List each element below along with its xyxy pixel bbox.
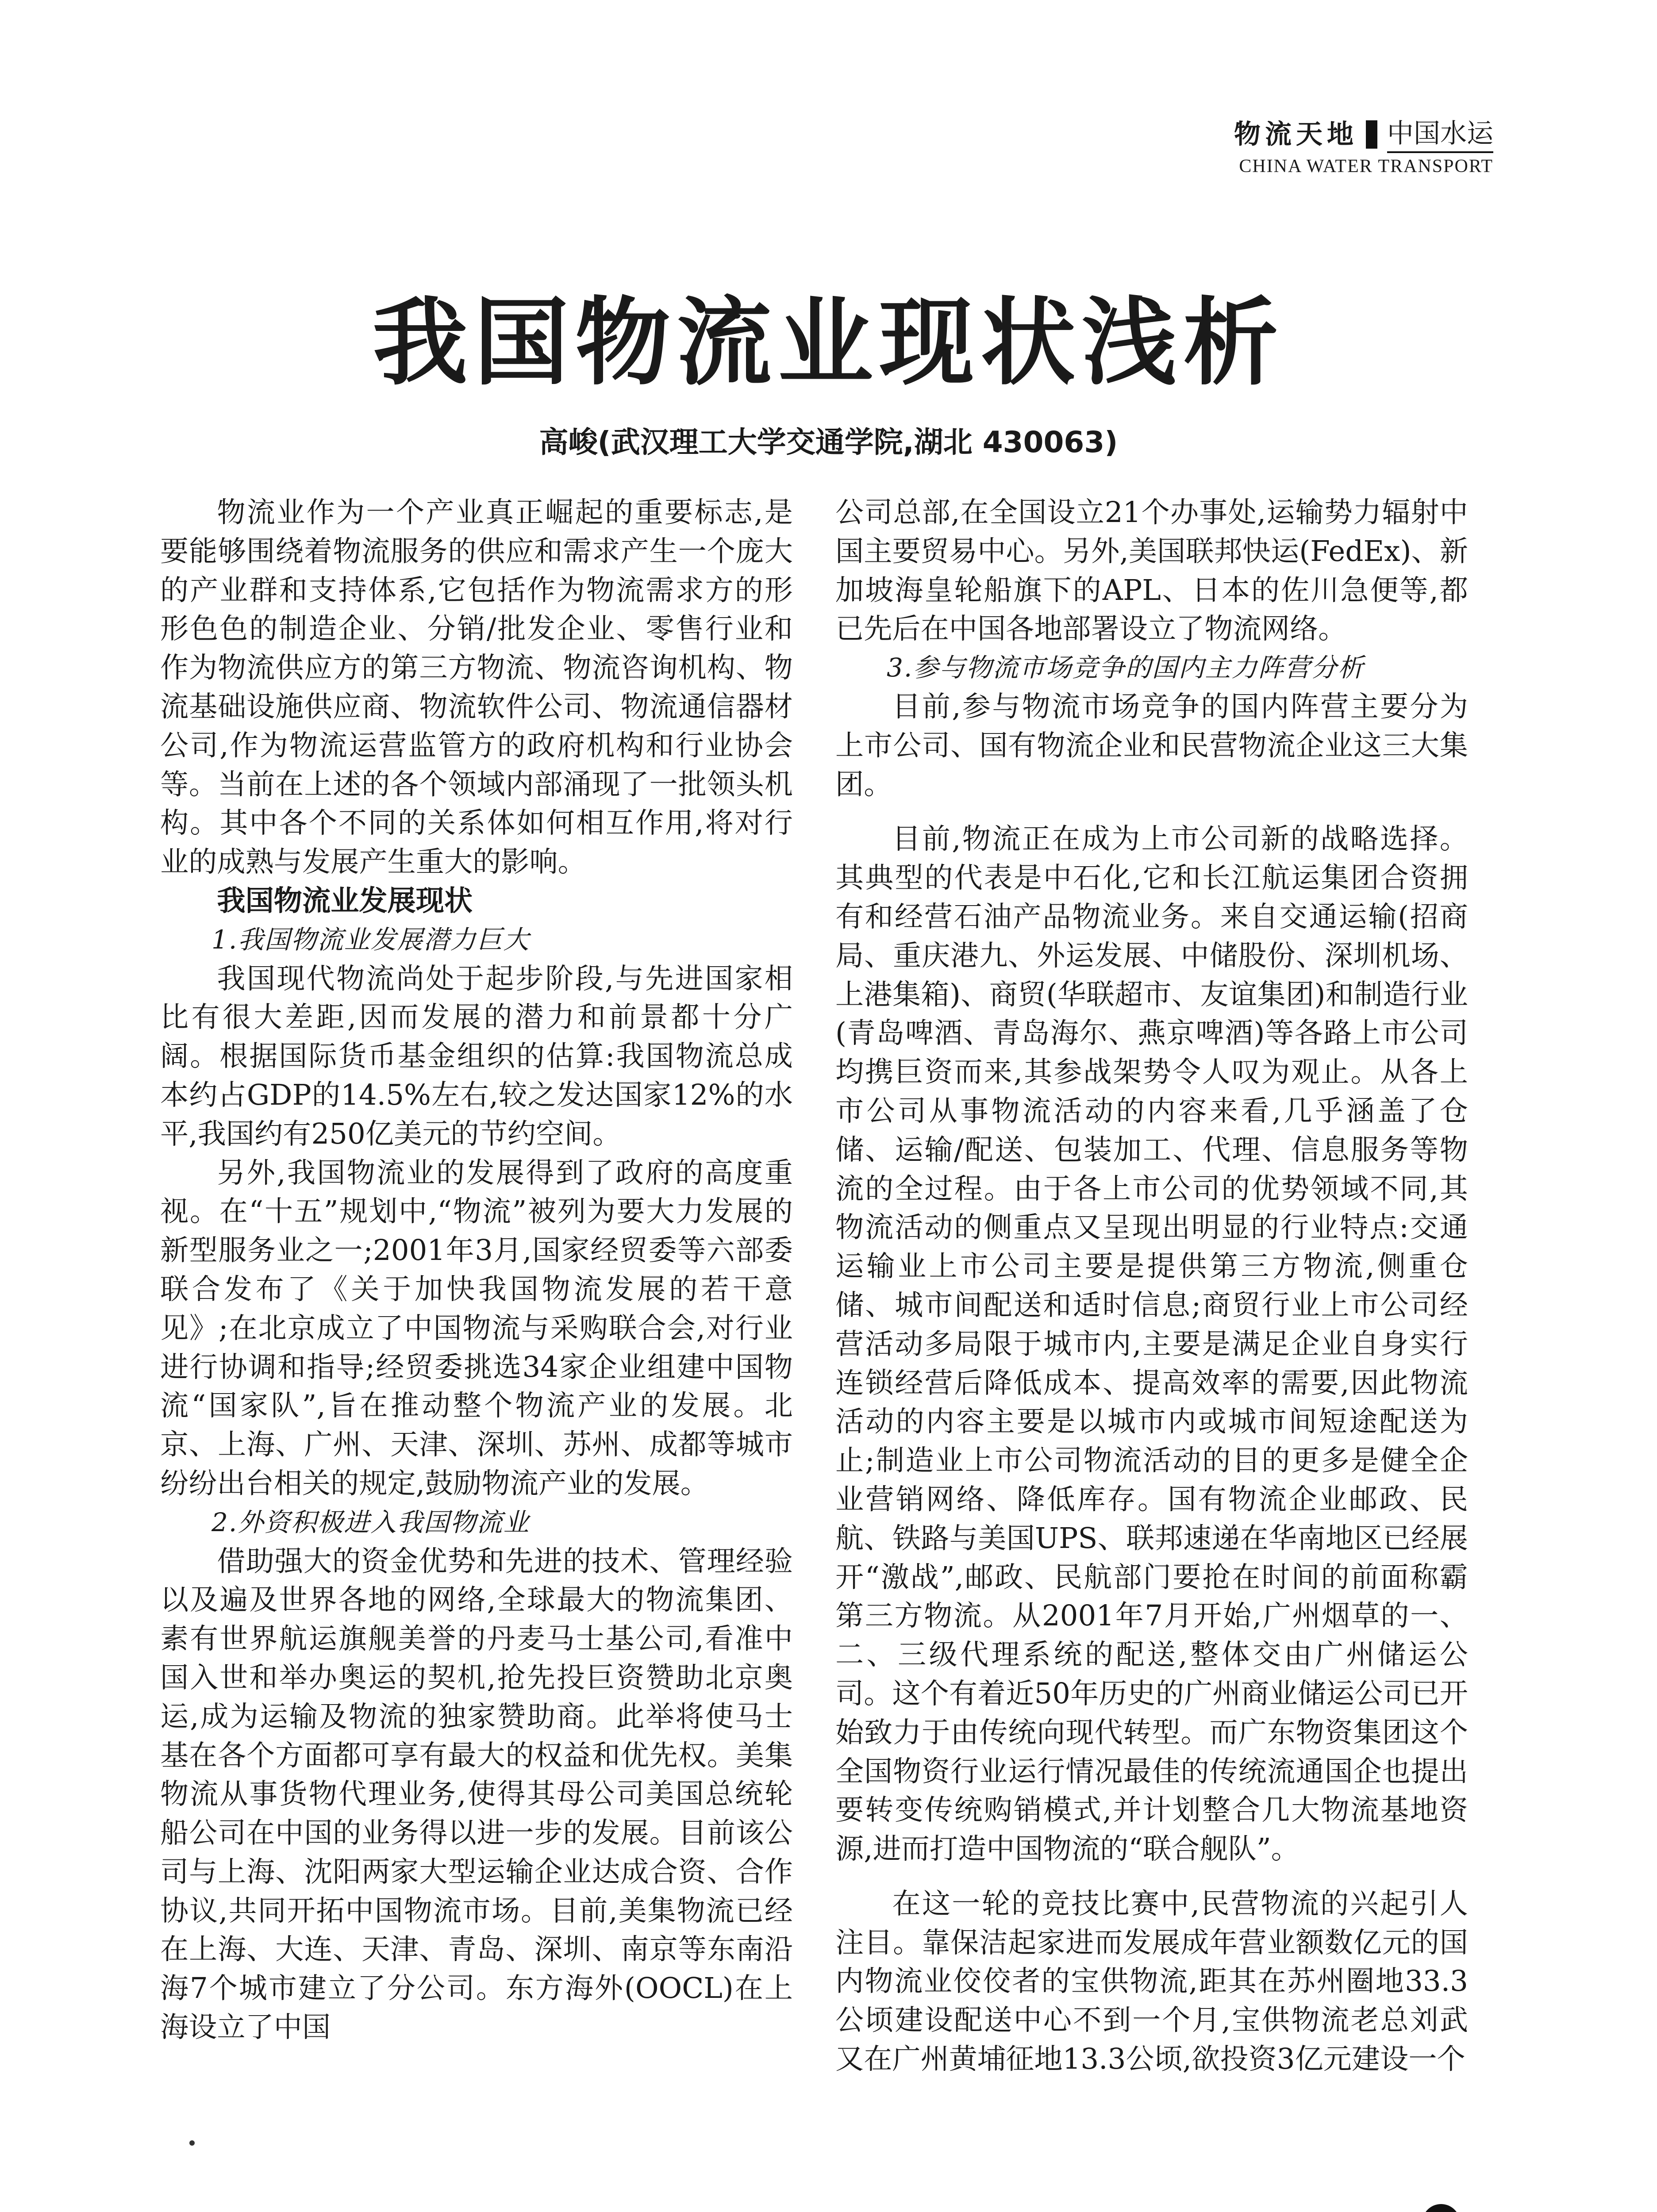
left-column [160, 493, 793, 2047]
page-footer [1335, 2204, 1460, 2212]
subsection-heading: 3.参与物流市场竞争的国内主力阵营分析 [887, 653, 1365, 683]
header-line [1234, 116, 1493, 153]
journal-name: 中国水运 [1387, 116, 1493, 153]
section-name: 物流天地 [1234, 119, 1358, 150]
stray-dot [189, 2140, 195, 2146]
paragraph: 公司总部,在全国设立21个办事处,运输势力辐射中国主要贸易中心。另外,美国联邦快运(FedEx)、新加坡海皇轮船旗下的APL、日本的佐川急便等,都已先后在中国各地部署设立了物流网络。 [835, 496, 1468, 646]
paragraph: 目前,物流正在成为上市公司新的战略选择。其典型的代表是中石化,它和长江航运集团合资拥有和经营石油产品物流业务。来自交通运输(招商局、重庆港九、外运发展、中储股份、深圳机场、上港集箱)、商贸(华联超市、友谊集团)和制造行业(青岛啤酒、青岛海尔、燕京啤酒)等各路上市公司均携巨资而来,其参战架势令人叹为观止。从各上市公司从事物流活动的内容来看,几乎涵盖了仓储、运输/配送、包装加工、代理、信息服务等物流的全过程。由于各上市公司的优势领域不同,其物流活动的侧重点又呈现出明显的行业特点:交通运输业上市公司主要是提供第三方物流,侧重仓储、城市间配送和适时信息;商贸行业上市公司经营活动多局限于城市内,主要是满足企业自身实行连锁经营后降低成本、提高效率的需要,因此物流活动的内容主要是以城市内或城市间短途配送为止;制造业上市公司物流活动的目的更多是健全企业营销网络、降低库存。国有物流企业邮政、民航、铁路与美国UPS、联邦速递在华南地区已经展开“激战”,邮政、民航部门要抢在时间的前面称霸第三方物流。从2001年7月开始,广州烟草的一、二、三级代理系统的配送,整体交由广州储运公司。这个有着近50年历史的广州商业储运公司已开始致力于由传统向现代转型。而广东物资集团这个全国物资行业运行情况最佳的传统流通国企也提出要转变传统购销模式,并计划整合几大物流基地资源,进而打造中国物流的“联合舰队”。 [835, 822, 1468, 1866]
running-header [1234, 116, 1493, 180]
paragraph: 物流业作为一个产业真正崛起的重要标志,是要能够围绕着物流服务的供应和需求产生一个庞大的产业群和支持体系,它包括作为物流需求方的形形色色的制造企业、分销/批发企业、零售行业和作为物流供应方的第三方物流、物流咨询机构、物流基础设施供应商、物流软件公司、物流通信器材公司,作为物流运营监管方的政府机构和行业协会等。当前在上述的各个领域内部涌现了一批领头机构。其中各个不同的关系体如何相互作用,将对行业的成熟与发展产生重大的影响。 [160, 496, 793, 879]
page-number [1422, 2204, 1460, 2212]
paragraph: 在这一轮的竞技比赛中,民营物流的兴起引人注目。靠保洁起家进而发展成年营业额数亿元的国内物流业佼佼者的宝供物流,距其在苏州圈地33.3公顷建设配送中心不到一个月,宝供物流老总刘武又在广州黄埔征地13.3公顷,欲投资3亿元建设一个 [835, 1887, 1468, 2076]
article-title: 我国物流业现状浅析 [373, 287, 1284, 398]
paragraph: 目前,参与物流市场竞争的国内阵营主要分为上市公司、国有物流企业和民营物流企业这三大集团。 [835, 690, 1468, 801]
section-heading: 我国物流业发展现状 [217, 884, 473, 918]
paragraph: 借助强大的资金优势和先进的技术、管理经验以及遍及世界各地的网络,全球最大的物流集团、素有世界航运旗舰美誉的丹麦马士基公司,看准中国入世和举办奥运的契机,抢先投巨资赞助北京奥运,成为运输及物流的独家赞助商。此举将使马士基在各个方面都可享有最大的权益和优先权。美集物流从事货物代理业务,使得其母公司美国总统轮船公司在中国的业务得以进一步的发展。目前该公司与上海、沈阳两家大型运输企业达成合资、合作协议,共同开拓中国物流市场。目前,美集物流已经在上海、大连、天津、青岛、深圳、南京等东南沿海7个城市建立了分公司。东方海外(OOCL)在上海设立了中国 [160, 1544, 793, 2044]
subsection-heading: 1.我国物流业发展潜力巨大 [211, 924, 530, 955]
author-affiliation: 高峻(武汉理工大学交通学院,湖北 430063) [539, 425, 1118, 459]
header-divider-bar [1366, 120, 1377, 149]
paragraph: 另外,我国物流业的发展得到了政府的高度重视。在“十五”规划中,“物流”被列为要大力发展的新型服务业之一;2001年3月,国家经贸委等六部委联合发布了《关于加快我国物流发展的若干意见》;在北京成立了中国物流与采购联合会,对行业进行协调和指导;经贸委挑选34家企业组建中国物流“国家队”,旨在推动整个物流产业的发展。北京、上海、广州、天津、深圳、苏州、成都等城市纷纷出台相关的规定,鼓励物流产业的发展。 [160, 1156, 793, 1500]
journal-name-en: CHINA WATER TRANSPORT [1239, 156, 1493, 177]
subsection-heading: 2.外资积极进入我国物流业 [211, 1507, 530, 1537]
right-column [835, 493, 1468, 2079]
paragraph: 我国现代物流尚处于起步阶段,与先进国家相比有很大差距,因而发展的潜力和前景都十分广阔。根据国际货币基金组织的估算:我国物流总成本约占GDP的14.5%左右,较之发达国家12%的水平,我国约有250亿美元的节约空间。 [160, 962, 793, 1151]
